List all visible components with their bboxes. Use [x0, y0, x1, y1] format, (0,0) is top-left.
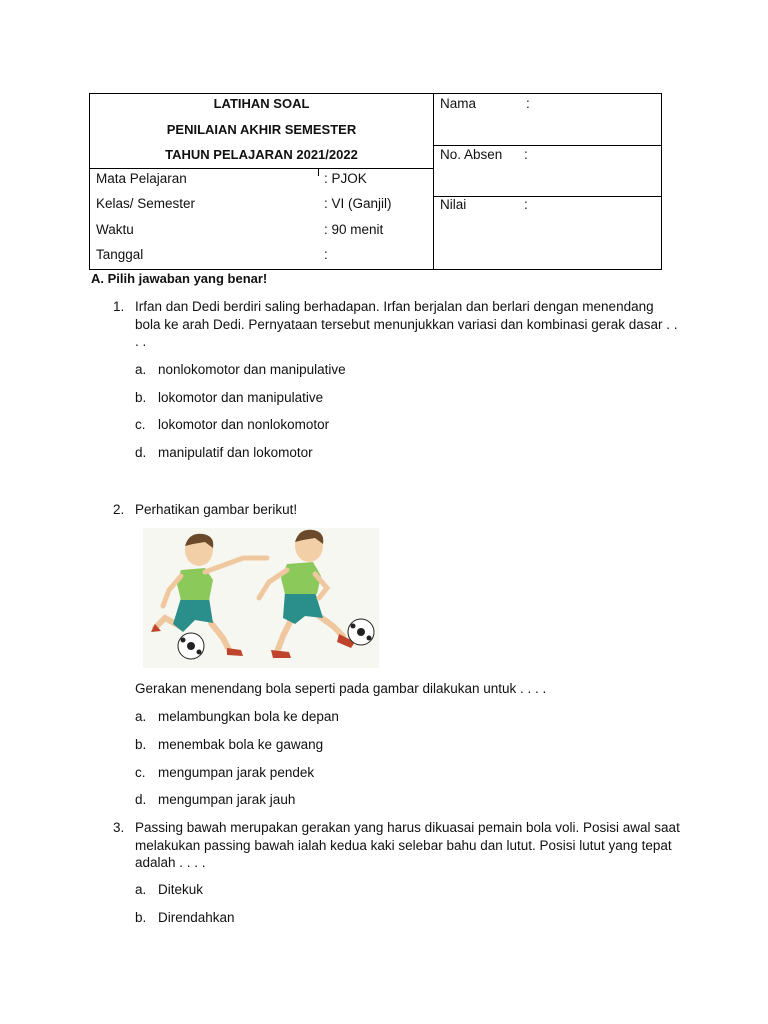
time-value: : 90 menit: [324, 222, 384, 237]
option-letter: a.: [135, 362, 147, 377]
name-label: Nama: [440, 96, 477, 111]
option-text: mengumpan jarak jauh: [158, 792, 296, 807]
option-text: menembak bola ke gawang: [158, 737, 324, 752]
absence-number-label: No. Absen: [440, 147, 503, 162]
score-label: Nilai: [440, 197, 467, 212]
option-letter: c.: [135, 417, 146, 432]
option-letter: b.: [135, 910, 147, 925]
option-text: Direndahkan: [158, 910, 235, 925]
option-text: nonlokomotor dan manipulative: [158, 362, 346, 377]
option-text: manipulatif dan lokomotor: [158, 445, 313, 460]
title-line-3: TAHUN PELAJARAN 2021/2022: [165, 147, 358, 162]
divider: [433, 145, 661, 146]
divider: [433, 196, 661, 197]
option-letter: a.: [135, 709, 147, 724]
question-2-prompt: Gerakan menendang bola seperti pada gambar dilakukan untuk . . . .: [135, 681, 547, 696]
option-text: lokomotor dan nonlokomotor: [158, 417, 330, 432]
question-number: 3.: [113, 820, 125, 835]
absence-number-colon: :: [524, 147, 528, 162]
divider: [433, 94, 434, 269]
option-letter: a.: [135, 882, 147, 897]
option-letter: d.: [135, 792, 147, 807]
option-letter: b.: [135, 390, 147, 405]
question-number: 2.: [113, 502, 125, 517]
question-text: Passing bawah merupakan gerakan yang harus dikuasai pemain bola voli. Posisi awal saat melakukan passing bawah ialah kedua kaki selebar bahu dan lutut. Posisi lutut yang tepat adalah . . . .: [135, 820, 680, 870]
kicking-ball-illustration: [143, 528, 379, 668]
class-semester-value: : VI (Ganjil): [324, 196, 392, 211]
option-text: lokomotor dan manipulative: [158, 390, 324, 405]
date-value: :: [324, 247, 328, 262]
question-text: Irfan dan Dedi berdiri saling berhadapan. Irfan berjalan dan berlari dengan menendang bola ke arah Dedi. Pernyataan tersebut menunjukkan variasi dan kombinasi gerak dasar . . . .: [135, 299, 678, 349]
question-number: 1.: [113, 299, 125, 314]
divider: [90, 168, 433, 169]
subject-label: Mata Pelajaran: [96, 171, 187, 186]
option-text: melambungkan bola ke depan: [158, 709, 339, 724]
title-line-1: LATIHAN SOAL: [213, 96, 310, 111]
title-line-2: PENILAIAN AKHIR SEMESTER: [166, 122, 357, 137]
score-colon: :: [524, 197, 528, 212]
question-text: Perhatikan gambar berikut!: [135, 502, 298, 517]
name-colon: :: [526, 96, 530, 111]
option-letter: d.: [135, 445, 147, 460]
class-semester-label: Kelas/ Semester: [96, 196, 196, 211]
header-box: [89, 93, 662, 270]
option-text: mengumpan jarak pendek: [158, 765, 315, 780]
option-letter: b.: [135, 737, 147, 752]
subject-value: : PJOK: [324, 171, 367, 186]
time-label: Waktu: [96, 222, 134, 237]
option-letter: c.: [135, 765, 146, 780]
date-label: Tanggal: [96, 247, 144, 262]
section-heading: A. Pilih jawaban yang benar!: [91, 271, 268, 286]
option-text: Ditekuk: [158, 882, 204, 897]
divider: [318, 168, 319, 176]
